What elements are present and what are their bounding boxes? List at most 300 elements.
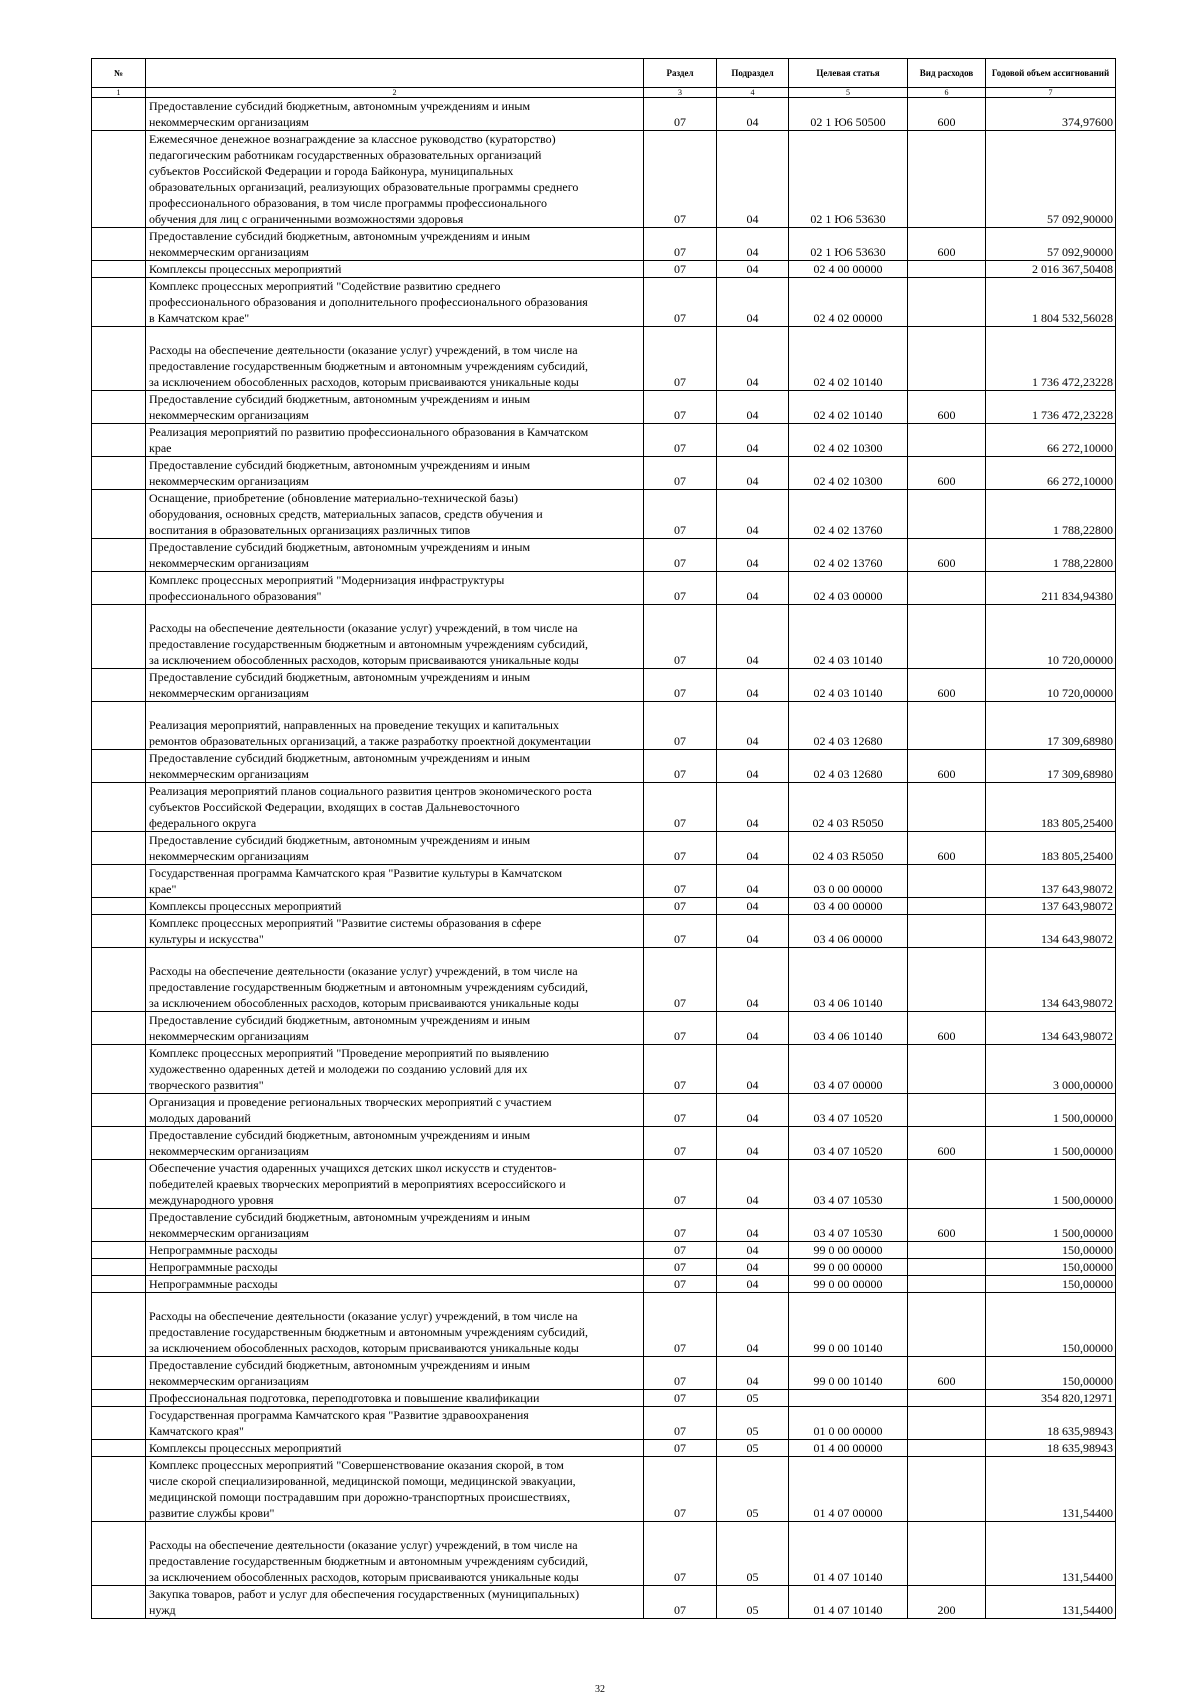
row-amount: 18 635,98943: [986, 1407, 1116, 1440]
table-row: [92, 278, 1116, 327]
row-target-article: 99 0 00 10140: [789, 1293, 908, 1357]
row-razdel: 07: [644, 1127, 717, 1160]
row-podrazdel: 05: [717, 1440, 789, 1457]
row-name: Расходы на обеспечение деятельности (оказание услуг) учреждений, в том числе на предоставление государственным бюджетным и автономным учреждениям субсидий, за исключением обособленных расходов, которым присваиваются уникальные коды: [146, 948, 644, 1012]
table-row: [92, 702, 1116, 750]
table-row: [92, 750, 1116, 783]
table-row: [92, 898, 1116, 915]
table-row: [92, 865, 1116, 898]
table-row: [92, 605, 1116, 669]
row-amount: 134 643,98072: [986, 1012, 1116, 1045]
row-number: [92, 539, 146, 572]
row-podrazdel: 04: [717, 1276, 789, 1293]
table-row: [92, 424, 1116, 457]
row-razdel: 07: [644, 424, 717, 457]
col-header-number: №: [92, 59, 146, 88]
row-razdel: 07: [644, 1293, 717, 1357]
row-expense-type: 600: [908, 98, 986, 131]
row-number: [92, 1522, 146, 1586]
row-number: [92, 424, 146, 457]
row-name: Комплекс процессных мероприятий "Содействие развитию среднего профессионального образования и дополнительного профессионального образования в Камчатском крае": [146, 278, 644, 327]
row-name: Комплексы процессных мероприятий: [146, 261, 644, 278]
table-row: [92, 539, 1116, 572]
row-number: [92, 1293, 146, 1357]
row-number: [92, 1586, 146, 1619]
row-razdel: 07: [644, 669, 717, 702]
row-expense-type: [908, 1440, 986, 1457]
row-number: [92, 1276, 146, 1293]
row-name: Закупка товаров, работ и услуг для обеспечения государственных (муниципальных) нужд: [146, 1586, 644, 1619]
row-podrazdel: 04: [717, 391, 789, 424]
table-row: [92, 1293, 1116, 1357]
row-expense-type: 600: [908, 669, 986, 702]
row-expense-type: [908, 131, 986, 228]
row-number: [92, 948, 146, 1012]
row-number: [92, 915, 146, 948]
row-target-article: 02 4 03 R5050: [789, 783, 908, 832]
col-number: 2: [146, 88, 644, 98]
row-target-article: 03 4 00 00000: [789, 898, 908, 915]
row-razdel: 07: [644, 783, 717, 832]
row-razdel: 07: [644, 750, 717, 783]
row-podrazdel: 04: [717, 539, 789, 572]
row-name: Предоставление субсидий бюджетным, автономным учреждениям и иным некоммерческим организациям: [146, 228, 644, 261]
table-row: [92, 1259, 1116, 1276]
table-row: [92, 1127, 1116, 1160]
row-amount: 1 788,22800: [986, 539, 1116, 572]
col-number: 7: [986, 88, 1116, 98]
table-row: [92, 391, 1116, 424]
row-expense-type: 600: [908, 1357, 986, 1390]
row-amount: 1 804 532,56028: [986, 278, 1116, 327]
row-number: [92, 1440, 146, 1457]
row-amount: 134 643,98072: [986, 948, 1116, 1012]
row-razdel: 07: [644, 832, 717, 865]
row-podrazdel: 05: [717, 1457, 789, 1522]
row-podrazdel: 04: [717, 669, 789, 702]
row-target-article: 02 4 03 10140: [789, 605, 908, 669]
row-target-article: 99 0 00 00000: [789, 1242, 908, 1259]
row-amount: 354 820,12971: [986, 1390, 1116, 1407]
row-expense-type: 600: [908, 1012, 986, 1045]
row-amount: 150,00000: [986, 1276, 1116, 1293]
row-name: Расходы на обеспечение деятельности (оказание услуг) учреждений, в том числе на предоставление государственным бюджетным и автономным учреждениям субсидий, за исключением обособленных расходов, которым присваиваются уникальные коды: [146, 1293, 644, 1357]
row-number: [92, 391, 146, 424]
row-target-article: 02 4 03 10140: [789, 669, 908, 702]
row-razdel: 07: [644, 98, 717, 131]
row-number: [92, 1127, 146, 1160]
col-number: 6: [908, 88, 986, 98]
row-razdel: 07: [644, 605, 717, 669]
row-target-article: 02 4 02 00000: [789, 278, 908, 327]
row-target-article: 02 4 03 00000: [789, 572, 908, 605]
row-name: Расходы на обеспечение деятельности (оказание услуг) учреждений, в том числе на предоставление государственным бюджетным и автономным учреждениям субсидий, за исключением обособленных расходов, которым присваиваются уникальные коды: [146, 1522, 644, 1586]
row-expense-type: [908, 605, 986, 669]
row-expense-type: [908, 1094, 986, 1127]
row-amount: 150,00000: [986, 1242, 1116, 1259]
col-number: 5: [789, 88, 908, 98]
row-razdel: 07: [644, 702, 717, 750]
row-number: [92, 1012, 146, 1045]
row-podrazdel: 04: [717, 278, 789, 327]
row-podrazdel: 05: [717, 1390, 789, 1407]
row-razdel: 07: [644, 948, 717, 1012]
col-number: 1: [92, 88, 146, 98]
table-row: [92, 1357, 1116, 1390]
table-body: [92, 98, 1116, 1619]
row-podrazdel: 04: [717, 1242, 789, 1259]
row-name: Предоставление субсидий бюджетным, автономным учреждениям и иным некоммерческим организациям: [146, 1012, 644, 1045]
table-row: [92, 783, 1116, 832]
row-expense-type: [908, 1457, 986, 1522]
row-expense-type: 600: [908, 750, 986, 783]
table-row: [92, 1209, 1116, 1242]
table-row: [92, 261, 1116, 278]
row-amount: 1 736 472,23228: [986, 391, 1116, 424]
row-amount: 10 720,00000: [986, 605, 1116, 669]
row-number: [92, 1242, 146, 1259]
row-target-article: 02 4 03 R5050: [789, 832, 908, 865]
row-razdel: 07: [644, 228, 717, 261]
row-amount: 1 736 472,23228: [986, 327, 1116, 391]
row-number: [92, 865, 146, 898]
row-name: Комплекс процессных мероприятий "Проведение мероприятий по выявлению художественно одаренных детей и молодежи по созданию условий для их творческого развития": [146, 1045, 644, 1094]
row-expense-type: [908, 490, 986, 539]
row-amount: 3 000,00000: [986, 1045, 1116, 1094]
row-podrazdel: 04: [717, 228, 789, 261]
row-expense-type: [908, 1160, 986, 1209]
row-razdel: 07: [644, 1440, 717, 1457]
row-target-article: 02 4 02 10140: [789, 327, 908, 391]
table-row: [92, 98, 1116, 131]
col-header-target-article: Целевая статья: [789, 59, 908, 88]
row-name: Предоставление субсидий бюджетным, автономным учреждениям и иным некоммерческим организациям: [146, 750, 644, 783]
row-name: Предоставление субсидий бюджетным, автономным учреждениям и иным некоммерческим организациям: [146, 1209, 644, 1242]
row-podrazdel: 04: [717, 327, 789, 391]
row-razdel: 07: [644, 1045, 717, 1094]
row-number: [92, 278, 146, 327]
table-row: [92, 1440, 1116, 1457]
row-amount: 1 500,00000: [986, 1094, 1116, 1127]
row-number: [92, 1045, 146, 1094]
row-amount: 137 643,98072: [986, 865, 1116, 898]
row-razdel: 07: [644, 261, 717, 278]
row-amount: 66 272,10000: [986, 424, 1116, 457]
row-podrazdel: 05: [717, 1522, 789, 1586]
row-expense-type: [908, 327, 986, 391]
table-row: [92, 1457, 1116, 1522]
row-number: [92, 457, 146, 490]
row-podrazdel: 04: [717, 1259, 789, 1276]
row-number: [92, 228, 146, 261]
table-row: [92, 1276, 1116, 1293]
row-expense-type: 600: [908, 832, 986, 865]
row-number: [92, 1209, 146, 1242]
row-number: [92, 261, 146, 278]
row-amount: 1 500,00000: [986, 1127, 1116, 1160]
row-expense-type: [908, 1407, 986, 1440]
row-number: [92, 490, 146, 539]
col-header-annual-amount: Годовой объем ассигнований: [986, 59, 1116, 88]
row-name: Комплекс процессных мероприятий "Развитие системы образования в сфере культуры и искусства": [146, 915, 644, 948]
row-amount: 66 272,10000: [986, 457, 1116, 490]
row-target-article: 03 4 06 00000: [789, 915, 908, 948]
row-razdel: 07: [644, 391, 717, 424]
row-target-article: 03 4 07 10520: [789, 1094, 908, 1127]
row-number: [92, 669, 146, 702]
row-target-article: 03 4 07 10530: [789, 1209, 908, 1242]
row-expense-type: [908, 702, 986, 750]
row-name: Предоставление субсидий бюджетным, автономным учреждениям и иным некоммерческим организациям: [146, 1127, 644, 1160]
row-target-article: 01 4 07 00000: [789, 1457, 908, 1522]
row-podrazdel: 04: [717, 1293, 789, 1357]
row-amount: 1 500,00000: [986, 1209, 1116, 1242]
row-target-article: 01 4 07 10140: [789, 1586, 908, 1619]
row-number: [92, 702, 146, 750]
row-name: Оснащение, приобретение (обновление материально-технической базы) оборудования, основных средств, материальных запасов, средств обучения и воспитания в образовательных организациях различных типов: [146, 490, 644, 539]
row-number: [92, 605, 146, 669]
row-name: Предоставление субсидий бюджетным, автономным учреждениям и иным некоммерческим организациям: [146, 539, 644, 572]
table-row: [92, 327, 1116, 391]
row-expense-type: [908, 865, 986, 898]
row-number: [92, 572, 146, 605]
row-razdel: 07: [644, 1160, 717, 1209]
row-expense-type: [908, 1390, 986, 1407]
row-razdel: 07: [644, 539, 717, 572]
row-amount: 1 500,00000: [986, 1160, 1116, 1209]
column-number-row: [92, 88, 1116, 98]
row-name: Реализация мероприятий, направленных на проведение текущих и капитальных ремонтов образовательных организаций, а также разработку проектной документации: [146, 702, 644, 750]
row-razdel: 07: [644, 1522, 717, 1586]
row-expense-type: [908, 898, 986, 915]
row-target-article: [789, 1390, 908, 1407]
row-amount: 17 309,68980: [986, 702, 1116, 750]
col-number: 4: [717, 88, 789, 98]
table-row: [92, 1390, 1116, 1407]
row-amount: 131,54400: [986, 1457, 1116, 1522]
col-number: 3: [644, 88, 717, 98]
row-amount: 131,54400: [986, 1522, 1116, 1586]
row-razdel: 07: [644, 1407, 717, 1440]
row-podrazdel: 04: [717, 750, 789, 783]
row-expense-type: [908, 572, 986, 605]
table-row: [92, 1160, 1116, 1209]
row-amount: 2 016 367,50408: [986, 261, 1116, 278]
row-expense-type: [908, 948, 986, 1012]
row-number: [92, 1357, 146, 1390]
row-podrazdel: 04: [717, 1160, 789, 1209]
row-expense-type: [908, 1293, 986, 1357]
row-name: Предоставление субсидий бюджетным, автономным учреждениям и иным некоммерческим организациям: [146, 457, 644, 490]
table-row: [92, 1522, 1116, 1586]
col-header-razdel: Раздел: [644, 59, 717, 88]
row-amount: 134 643,98072: [986, 915, 1116, 948]
row-expense-type: 600: [908, 391, 986, 424]
row-razdel: 07: [644, 131, 717, 228]
row-expense-type: [908, 1045, 986, 1094]
row-razdel: 07: [644, 490, 717, 539]
table-row: [92, 490, 1116, 539]
row-number: [92, 898, 146, 915]
row-amount: 150,00000: [986, 1357, 1116, 1390]
row-amount: 17 309,68980: [986, 750, 1116, 783]
table-row: [92, 572, 1116, 605]
row-name: Комплексы процессных мероприятий: [146, 1440, 644, 1457]
row-podrazdel: 04: [717, 865, 789, 898]
row-razdel: 07: [644, 278, 717, 327]
row-name: Комплекс процессных мероприятий "Совершенствование оказания скорой, в том числе скорой специализированной, медицинской помощи, медицинской эвакуации, медицинской помощи пострадавшим при дорожно-транспортных происшествиях, развитие службы крови": [146, 1457, 644, 1522]
row-number: [92, 1457, 146, 1522]
table-row: [92, 228, 1116, 261]
table-row: [92, 915, 1116, 948]
row-podrazdel: 04: [717, 131, 789, 228]
row-name: Предоставление субсидий бюджетным, автономным учреждениям и иным некоммерческим организациям: [146, 98, 644, 131]
row-amount: 150,00000: [986, 1259, 1116, 1276]
table-row: [92, 669, 1116, 702]
row-podrazdel: 04: [717, 1045, 789, 1094]
row-number: [92, 1259, 146, 1276]
row-target-article: 03 4 06 10140: [789, 948, 908, 1012]
table-row: [92, 131, 1116, 228]
row-podrazdel: 04: [717, 915, 789, 948]
header-row: [92, 59, 1116, 88]
row-podrazdel: 04: [717, 948, 789, 1012]
row-target-article: 03 0 00 00000: [789, 865, 908, 898]
row-razdel: 07: [644, 327, 717, 391]
row-target-article: 02 4 02 10300: [789, 424, 908, 457]
row-podrazdel: 04: [717, 702, 789, 750]
table-row: [92, 1242, 1116, 1259]
row-target-article: 02 4 02 10300: [789, 457, 908, 490]
row-target-article: 02 4 02 13760: [789, 539, 908, 572]
row-target-article: 02 1 Ю6 53630: [789, 131, 908, 228]
table-row: [92, 1094, 1116, 1127]
row-name: Непрограммные расходы: [146, 1242, 644, 1259]
row-amount: 150,00000: [986, 1293, 1116, 1357]
row-razdel: 07: [644, 1094, 717, 1127]
row-razdel: 07: [644, 898, 717, 915]
row-name: Обеспечение участия одаренных учащихся детских школ искусств и студентов- победителей краевых творческих мероприятий в мероприятиях всероссийского и международного уровня: [146, 1160, 644, 1209]
row-razdel: 07: [644, 457, 717, 490]
row-podrazdel: 04: [717, 457, 789, 490]
row-expense-type: [908, 915, 986, 948]
row-number: [92, 1390, 146, 1407]
row-target-article: 03 4 07 00000: [789, 1045, 908, 1094]
row-number: [92, 1094, 146, 1127]
row-number: [92, 1407, 146, 1440]
row-podrazdel: 04: [717, 1209, 789, 1242]
row-target-article: 03 4 06 10140: [789, 1012, 908, 1045]
row-amount: 57 092,90000: [986, 131, 1116, 228]
row-podrazdel: 04: [717, 261, 789, 278]
row-razdel: 07: [644, 865, 717, 898]
row-expense-type: [908, 278, 986, 327]
row-amount: 374,97600: [986, 98, 1116, 131]
row-podrazdel: 04: [717, 832, 789, 865]
row-amount: 1 788,22800: [986, 490, 1116, 539]
row-name: Ежемесячное денежное вознаграждение за классное руководство (кураторство) педагогическим работникам государственных образовательных организаций субъектов Российской Федерации и города Байконура, муниципальных образовательных организаций, реализующих образовательные программы среднего профессионального образования, в том числе программы профессионального обучения для лиц с ограниченными возможностями здоровья: [146, 131, 644, 228]
row-razdel: 07: [644, 572, 717, 605]
row-amount: 183 805,25400: [986, 783, 1116, 832]
col-header-name: [146, 59, 644, 88]
row-podrazdel: 04: [717, 605, 789, 669]
row-target-article: 02 4 03 12680: [789, 702, 908, 750]
row-podrazdel: 04: [717, 898, 789, 915]
page-number: 32: [595, 1684, 605, 1695]
row-amount: 10 720,00000: [986, 669, 1116, 702]
row-amount: 183 805,25400: [986, 832, 1116, 865]
row-podrazdel: 04: [717, 783, 789, 832]
row-expense-type: [908, 1259, 986, 1276]
row-podrazdel: 04: [717, 424, 789, 457]
row-target-article: 99 0 00 00000: [789, 1276, 908, 1293]
row-expense-type: 600: [908, 1209, 986, 1242]
row-expense-type: 600: [908, 457, 986, 490]
row-razdel: 07: [644, 1242, 717, 1259]
row-razdel: 07: [644, 1586, 717, 1619]
table-row: [92, 1012, 1116, 1045]
row-podrazdel: 04: [717, 572, 789, 605]
row-name: Организация и проведение региональных творческих мероприятий с участием молодых дарований: [146, 1094, 644, 1127]
row-name: Государственная программа Камчатского края "Развитие культуры в Камчатском крае": [146, 865, 644, 898]
row-number: [92, 750, 146, 783]
row-name: Государственная программа Камчатского края "Развитие здравоохранения Камчатского края": [146, 1407, 644, 1440]
row-number: [92, 327, 146, 391]
row-expense-type: [908, 1242, 986, 1259]
row-name: Предоставление субсидий бюджетным, автономным учреждениям и иным некоммерческим организациям: [146, 669, 644, 702]
table-row: [92, 1045, 1116, 1094]
row-target-article: 01 4 07 10140: [789, 1522, 908, 1586]
table-row: [92, 1407, 1116, 1440]
row-expense-type: [908, 261, 986, 278]
row-razdel: 07: [644, 1457, 717, 1522]
row-name: Предоставление субсидий бюджетным, автономным учреждениям и иным некоммерческим организациям: [146, 391, 644, 424]
row-target-article: 01 4 00 00000: [789, 1440, 908, 1457]
row-expense-type: [908, 424, 986, 457]
row-number: [92, 783, 146, 832]
row-podrazdel: 04: [717, 1012, 789, 1045]
row-expense-type: 600: [908, 228, 986, 261]
row-number: [92, 1160, 146, 1209]
row-name: Реализация мероприятий планов социального развития центров экономического роста субъектов Российской Федерации, входящих в состав Дальневосточного федерального округа: [146, 783, 644, 832]
row-name: Непрограммные расходы: [146, 1276, 644, 1293]
row-target-article: 02 4 02 10140: [789, 391, 908, 424]
row-name: Непрограммные расходы: [146, 1259, 644, 1276]
row-razdel: 07: [644, 1276, 717, 1293]
row-podrazdel: 05: [717, 1407, 789, 1440]
row-expense-type: 600: [908, 1127, 986, 1160]
col-header-podrazdel: Подраздел: [717, 59, 789, 88]
table-row: [92, 948, 1116, 1012]
budget-table: [91, 58, 1116, 1619]
row-target-article: 02 1 Ю6 50500: [789, 98, 908, 131]
row-amount: 18 635,98943: [986, 1440, 1116, 1457]
row-target-article: 02 4 03 12680: [789, 750, 908, 783]
col-header-expense-type: Вид расходов: [908, 59, 986, 88]
row-razdel: 07: [644, 1357, 717, 1390]
row-expense-type: [908, 1276, 986, 1293]
row-podrazdel: 04: [717, 490, 789, 539]
row-amount: 57 092,90000: [986, 228, 1116, 261]
row-amount: 211 834,94380: [986, 572, 1116, 605]
row-number: [92, 98, 146, 131]
row-target-article: 03 4 07 10530: [789, 1160, 908, 1209]
row-expense-type: [908, 1522, 986, 1586]
row-number: [92, 832, 146, 865]
row-name: Комплекс процессных мероприятий "Модернизация инфраструктуры профессионального образования": [146, 572, 644, 605]
row-target-article: 02 4 02 13760: [789, 490, 908, 539]
row-expense-type: [908, 783, 986, 832]
